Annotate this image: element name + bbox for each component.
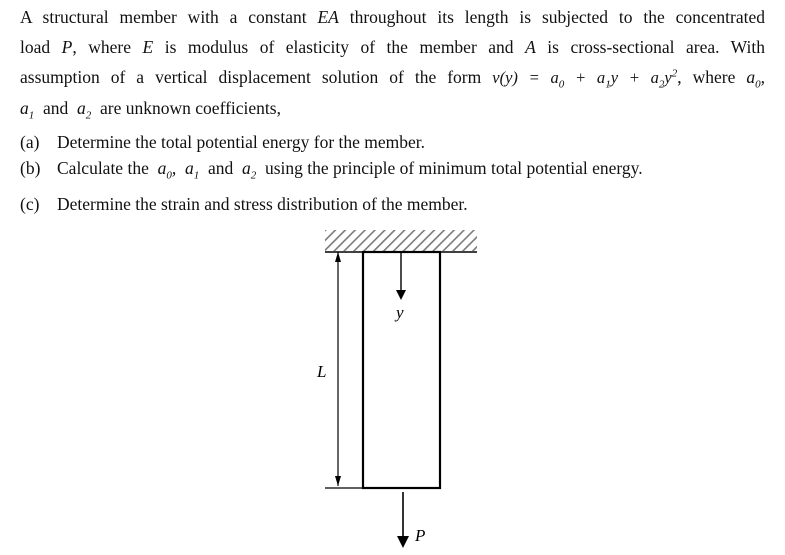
part-c-label: (c) — [20, 194, 40, 214]
y-axis-label: y — [396, 303, 404, 322]
part-a-label: (a) — [20, 132, 40, 152]
displacement-equation: $v(y) = a_0 + a_1y + a_2y^2$ — [492, 67, 678, 91]
statement-line-1: A structural member with a constant EA throughout its length is subjected to the concentrated — [20, 7, 766, 27]
length-label: L — [317, 362, 327, 381]
statement-line-3: assumption of a vertical displacement solution of the form $v(y) = a_0 + a_1y + a_2y^2$, where $a_0$, — [20, 67, 766, 91]
coef-a1: $a_1$ — [20, 98, 35, 122]
statement-line-2: load P, where E is modulus of elasticity of the member and A is cross-sectional area. With — [20, 37, 765, 57]
y-axis-arrowhead — [396, 290, 406, 300]
load-label: P — [415, 526, 426, 545]
part-b-text-a: Calculate the — [57, 158, 149, 178]
fixed-support-hatch — [325, 230, 477, 251]
dimension-arrow-bottom — [335, 476, 341, 486]
part-b-text-b: using the principle of minimum total potential energy. — [265, 158, 643, 178]
part-b-label: (b) — [20, 158, 41, 178]
statement-line-4: $a_1$ and $a_2$ are unknown coefficients, — [20, 98, 281, 122]
part-b: (b) Calculate the $a_0$, $a_1$ and $a_2$ using the principle of minimum total potential energy. — [20, 158, 643, 182]
coef-a2: $a_2$ — [77, 98, 92, 122]
coef-a0: $a_0$, — [746, 67, 766, 91]
dimension-arrow-top — [335, 252, 341, 262]
part-c-text: Determine the strain and stress distribution of the member. — [57, 194, 468, 214]
load-arrowhead — [397, 536, 409, 548]
part-a-text: Determine the total potential energy for the member. — [57, 132, 426, 152]
